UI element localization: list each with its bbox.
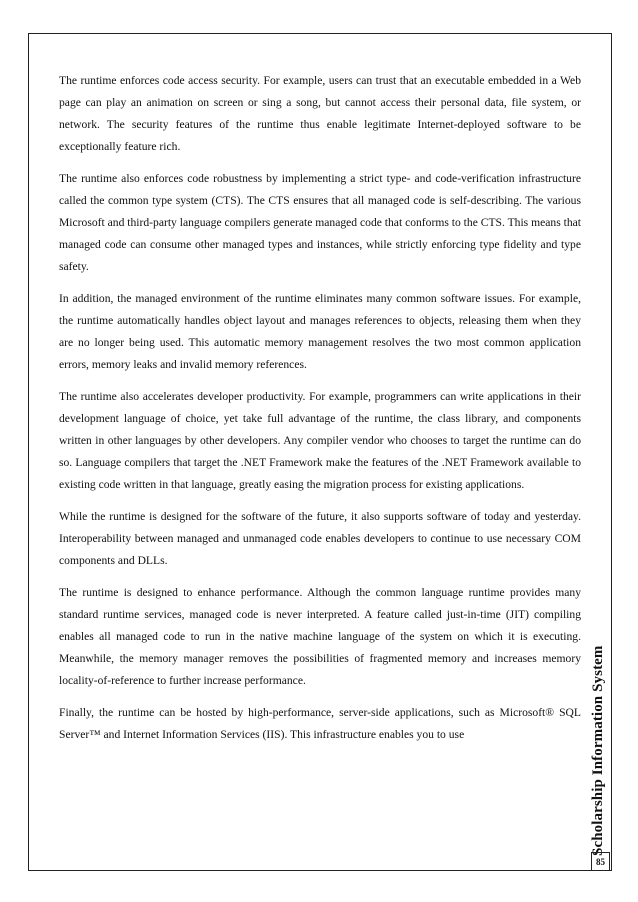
paragraph: While the runtime is designed for the software of the future, it also supports software of today and yesterday. Interoperability between managed and unmanaged code enables developers to continue to use necessary COM components and DLLs. [59, 510, 581, 567]
paragraph: In addition, the managed environment of the runtime eliminates many common software issues. For example, the runtime automatically handles object layout and manages references to objects, releasing them when they are no longer being used. This automatic memory management resolves the two most common application errors, memory leaks and invalid memory references. [59, 292, 581, 371]
paragraph: Finally, the runtime can be hosted by high-performance, server-side applications, such as Microsoft® SQL Server™ and Internet Information Services (IIS). This infrastructure enables you to use [59, 706, 581, 741]
page-number [591, 852, 610, 871]
document-body [59, 70, 581, 756]
page-number-label: 85 [596, 856, 605, 867]
side-project-title: Scholarship Information System [590, 645, 606, 856]
paragraph: The runtime is designed to enhance performance. Although the common language runtime provides many standard runtime services, managed code is never interpreted. A feature called just-in-time (JIT) compiling enables all managed code to run in the native machine language of the system on which it is executing. Meanwhile, the memory manager removes the possibilities of fragmented memory and increases memory locality-of-reference to further increase performance. [59, 586, 581, 687]
paragraph: The runtime enforces code access security. For example, users can trust that an executable embedded in a Web page can play an animation on screen or sing a song, but cannot access their personal data, file system, or network. The security features of the runtime thus enable legitimate Internet-deployed software to be exceptionally feature rich. [59, 74, 581, 153]
paragraph: The runtime also enforces code robustness by implementing a strict type- and code-verification infrastructure called the common type system (CTS). The CTS ensures that all managed code is self-describing. The various Microsoft and third-party language compilers generate managed code that conforms to the CTS. This means that managed code can consume other managed types and instances, while strictly enforcing type fidelity and type safety. [59, 172, 581, 273]
paragraph: The runtime also accelerates developer productivity. For example, programmers can write applications in their development language of choice, yet take full advantage of the runtime, the class library, and components written in other languages by other developers. Any compiler vendor who chooses to target the runtime can do so. Language compilers that target the .NET Framework make the features of the .NET Framework available to existing code written in that language, greatly easing the migration process for existing applications. [59, 390, 581, 491]
